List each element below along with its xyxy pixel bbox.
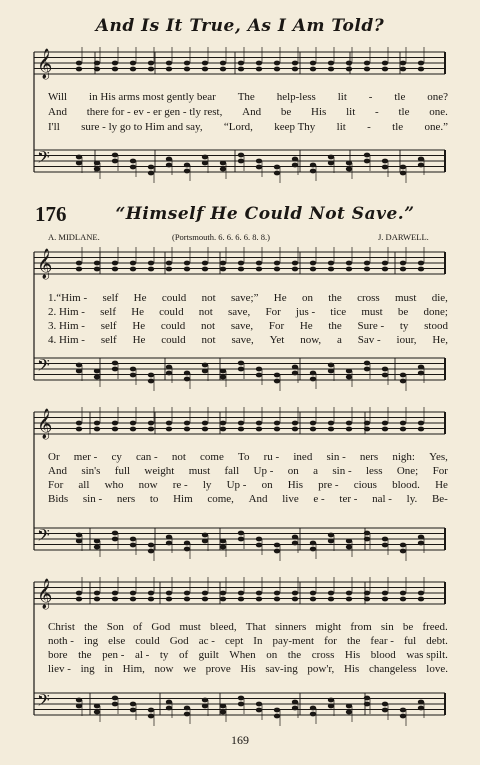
lyric-syllable: lit bbox=[337, 91, 347, 103]
lyric-syllable: love. bbox=[426, 663, 448, 675]
lyric-syllable: tle bbox=[394, 91, 406, 103]
lyric-syllable: the bbox=[287, 649, 302, 661]
lyric-syllable: ty bbox=[159, 649, 169, 661]
lyric-syllable: iour, bbox=[396, 334, 417, 346]
lyric-syllable: cious bbox=[353, 479, 377, 491]
lyric-syllable: cross bbox=[311, 649, 335, 661]
lyric-syllable: And bbox=[242, 106, 262, 118]
lyric-line bbox=[48, 292, 448, 305]
author-credit: A. MIDLANE. bbox=[48, 232, 100, 242]
lyric-syllable: could bbox=[135, 635, 160, 647]
lyric-syllable: now, bbox=[300, 334, 322, 346]
lyric-syllable: save, bbox=[228, 306, 251, 318]
lyric-syllable: In bbox=[253, 635, 263, 647]
lyric-syllable: for bbox=[324, 635, 337, 647]
lyric-syllable: sin bbox=[380, 621, 394, 633]
lyric-syllable: was spilt. bbox=[406, 649, 448, 661]
lyric-syllable: The bbox=[237, 91, 255, 103]
lyric-syllable: freed. bbox=[422, 621, 448, 633]
lyric-syllable: ac - bbox=[198, 635, 215, 647]
lyric-syllable: Christ bbox=[48, 621, 75, 633]
lyric-syllable: One; bbox=[396, 465, 419, 477]
lyric-line bbox=[48, 320, 448, 333]
lyric-syllable: prove bbox=[205, 663, 231, 675]
lyric-syllable: help-less bbox=[276, 91, 316, 103]
lyric-syllable: save, bbox=[231, 334, 254, 346]
lyric-syllable: the bbox=[328, 320, 342, 332]
svg-text:𝄞: 𝄞 bbox=[37, 579, 53, 609]
lyric-syllable: nal - bbox=[372, 493, 392, 505]
lyric-syllable: He bbox=[133, 292, 147, 304]
lyric-syllable: For bbox=[268, 320, 285, 332]
lyric-syllable: - bbox=[367, 121, 371, 133]
lyric-syllable: Him bbox=[173, 493, 193, 505]
lyric-syllable: Be- bbox=[431, 493, 448, 505]
lyric-syllable: pow'r, bbox=[307, 663, 335, 675]
lyric-syllable: He bbox=[132, 334, 146, 346]
lyric-syllable: on bbox=[301, 292, 313, 304]
lyric-syllable: liev - bbox=[48, 663, 71, 675]
lyric-syllable: full bbox=[114, 465, 131, 477]
lyric-syllable: on bbox=[266, 649, 278, 661]
lyric-syllable: not bbox=[198, 306, 213, 318]
tune-meter: (Portsmouth. 6. 6. 6. 6. 8. 8.) bbox=[172, 232, 270, 242]
lyric-syllable: God bbox=[169, 635, 189, 647]
lyric-syllable: lit bbox=[346, 106, 356, 118]
lyric-syllable: Bids bbox=[48, 493, 69, 505]
lyric-syllable: debt. bbox=[426, 635, 448, 647]
lyric-syllable: cross bbox=[357, 292, 380, 304]
lyric-syllable: e - bbox=[313, 493, 325, 505]
lyric-syllable: we bbox=[183, 663, 196, 675]
hymn-number: 176 bbox=[35, 202, 67, 226]
lyric-syllable: ly. bbox=[406, 493, 418, 505]
lyric-syllable: fall bbox=[224, 465, 240, 477]
svg-text:𝄞: 𝄞 bbox=[37, 409, 53, 439]
lyric-syllable: who bbox=[104, 479, 124, 491]
lyric-syllable: keep Thy bbox=[274, 121, 316, 133]
lyric-syllable: He bbox=[131, 306, 145, 318]
lyric-syllable: His bbox=[311, 106, 327, 118]
lyric-line bbox=[48, 106, 448, 119]
svg-text:𝄢: 𝄢 bbox=[37, 355, 50, 379]
lyric-syllable: He bbox=[273, 292, 287, 304]
lyric-syllable: ing bbox=[84, 635, 99, 647]
lyric-syllable: God bbox=[151, 621, 171, 633]
lyric-syllable: Will bbox=[48, 91, 68, 103]
lyric-syllable: ru - bbox=[263, 451, 280, 463]
lyric-syllable: sure - ly go to Him and say, bbox=[81, 121, 203, 133]
lyric-syllable: ter - bbox=[339, 493, 358, 505]
lyric-syllable: tle bbox=[398, 106, 410, 118]
lyric-syllable: one.” bbox=[424, 121, 448, 133]
lyric-syllable: To bbox=[238, 451, 250, 463]
lyric-syllable: a bbox=[313, 465, 318, 477]
lyric-syllable: sinners bbox=[275, 621, 307, 633]
lyric-syllable: the bbox=[346, 635, 361, 647]
lyric-syllable: 1.“Him - bbox=[48, 292, 88, 304]
lyric-syllable: ners bbox=[116, 493, 136, 505]
svg-text:𝄢: 𝄢 bbox=[37, 525, 50, 549]
lyric-syllable: I'll bbox=[48, 121, 60, 133]
lyric-syllable: come bbox=[200, 451, 224, 463]
lyric-line bbox=[48, 91, 448, 104]
svg-text:𝄢: 𝄢 bbox=[37, 147, 50, 171]
lyric-syllable: not bbox=[171, 451, 186, 463]
lyric-syllable: tice bbox=[330, 306, 347, 318]
lyric-syllable: His bbox=[343, 663, 360, 675]
lyric-syllable: done; bbox=[423, 306, 448, 318]
lyric-syllable: His bbox=[344, 649, 361, 661]
lyric-syllable: noth - bbox=[48, 635, 74, 647]
lyric-line bbox=[48, 635, 448, 648]
lyric-syllable: one? bbox=[427, 91, 448, 103]
lyric-syllable: less bbox=[365, 465, 383, 477]
lyric-syllable: sin's bbox=[81, 465, 101, 477]
lyric-syllable: Or bbox=[48, 451, 60, 463]
lyric-syllable: self bbox=[100, 334, 117, 346]
lyric-syllable: fear - bbox=[370, 635, 394, 647]
lyric-syllable: on bbox=[261, 479, 273, 491]
lyric-syllable: sin - bbox=[332, 465, 352, 477]
lyric-syllable: Up - bbox=[253, 465, 274, 477]
composer-credit: J. DARWELL. bbox=[378, 232, 429, 242]
lyric-syllable: must bbox=[361, 306, 383, 318]
lyric-syllable: And bbox=[48, 106, 67, 118]
lyric-syllable: jus - bbox=[295, 306, 316, 318]
lyric-syllable: now bbox=[138, 479, 158, 491]
lyric-syllable: And bbox=[248, 493, 268, 505]
lyric-syllable: be bbox=[402, 621, 414, 633]
lyric-syllable: cy bbox=[111, 451, 122, 463]
lyric-line bbox=[48, 465, 448, 478]
lyric-line bbox=[48, 649, 448, 662]
lyric-syllable: bore bbox=[48, 649, 68, 661]
lyric-syllable: ners bbox=[359, 451, 379, 463]
svg-text:𝄢: 𝄢 bbox=[37, 690, 50, 714]
lyric-syllable: Yet bbox=[269, 334, 285, 346]
lyric-syllable: save;” bbox=[230, 292, 259, 304]
lyric-line bbox=[48, 479, 448, 492]
lyric-syllable: could bbox=[161, 292, 187, 304]
lyric-syllable: tle bbox=[392, 121, 404, 133]
page-number: 169 bbox=[231, 733, 249, 747]
lyric-syllable: pay-ment bbox=[272, 635, 315, 647]
lyric-syllable: bleed, bbox=[210, 621, 237, 633]
lyric-syllable: ty bbox=[399, 320, 409, 332]
lyric-syllable: from bbox=[350, 621, 372, 633]
lyric-syllable: Yes, bbox=[429, 451, 448, 463]
lyric-syllable: He bbox=[132, 320, 146, 332]
lyric-line bbox=[48, 663, 448, 676]
lyric-syllable: ful bbox=[403, 635, 417, 647]
lyric-syllable: lit bbox=[336, 121, 346, 133]
lyric-syllable: re - bbox=[172, 479, 188, 491]
lyric-syllable: - bbox=[375, 106, 379, 118]
lyric-syllable: be bbox=[280, 106, 292, 118]
lyric-syllable: live bbox=[282, 493, 299, 505]
lyric-syllable: weight bbox=[144, 465, 175, 477]
lyric-syllable: one. bbox=[429, 106, 448, 118]
lyric-syllable: in bbox=[104, 663, 113, 675]
lyric-line bbox=[48, 451, 448, 464]
hymn-title: “Himself He Could Not Save.” bbox=[115, 204, 415, 224]
lyric-syllable: else bbox=[108, 635, 126, 647]
lyric-syllable: self bbox=[100, 306, 117, 318]
lyric-line bbox=[48, 334, 448, 347]
lyric-syllable: pre - bbox=[318, 479, 339, 491]
lyric-line bbox=[48, 306, 448, 319]
lyric-syllable: 3. Him - bbox=[48, 320, 85, 332]
lyric-line bbox=[48, 621, 448, 634]
lyric-syllable: His bbox=[240, 663, 256, 675]
lyric-syllable: not bbox=[201, 334, 216, 346]
lyric-syllable: could bbox=[159, 306, 184, 318]
lyric-syllable: not bbox=[201, 292, 216, 304]
lyric-syllable: be bbox=[397, 306, 409, 318]
lyric-syllable: Up - bbox=[226, 479, 247, 491]
lyric-syllable: cept bbox=[224, 635, 244, 647]
lyric-syllable: Son bbox=[106, 621, 124, 633]
lyric-syllable: in His arms most gently bear bbox=[89, 91, 216, 103]
lyric-syllable: For bbox=[265, 306, 281, 318]
lyric-syllable: nigh: bbox=[392, 451, 415, 463]
lyric-syllable: must bbox=[179, 621, 201, 633]
lyric-syllable: He bbox=[435, 479, 448, 491]
lyric-syllable: He, bbox=[432, 334, 448, 346]
lyric-syllable: now bbox=[154, 663, 174, 675]
lyric-syllable: sin - bbox=[326, 451, 346, 463]
lyric-syllable: all bbox=[78, 479, 90, 491]
lyric-syllable: He bbox=[299, 320, 313, 332]
lyric-syllable: not bbox=[201, 320, 216, 332]
lyric-syllable: When bbox=[229, 649, 256, 661]
lyric-syllable: self bbox=[100, 320, 117, 332]
lyric-syllable: the bbox=[84, 621, 98, 633]
lyric-syllable: “Lord, bbox=[223, 121, 253, 133]
lyric-syllable: sin - bbox=[82, 493, 103, 505]
lyric-syllable: Sav - bbox=[357, 334, 381, 346]
lyric-syllable: to bbox=[149, 493, 159, 505]
lyric-syllable: blood bbox=[370, 649, 396, 661]
lyric-syllable: on bbox=[287, 465, 299, 477]
lyric-syllable: al - bbox=[134, 649, 150, 661]
lyric-syllable: there for - ev - er gen - tly rest, bbox=[86, 106, 223, 118]
lyric-syllable: of bbox=[133, 621, 143, 633]
lyric-syllable: pen - bbox=[102, 649, 125, 661]
lyric-syllable: die, bbox=[431, 292, 448, 304]
lyric-syllable: Him, bbox=[122, 663, 145, 675]
lyric-syllable: can - bbox=[135, 451, 158, 463]
lyric-syllable: save, bbox=[230, 320, 254, 332]
lyric-syllable: could bbox=[161, 334, 186, 346]
lyric-syllable: blood. bbox=[392, 479, 420, 491]
lyric-syllable: the bbox=[328, 292, 342, 304]
lyric-syllable: self bbox=[102, 292, 119, 304]
lyric-syllable: changeless bbox=[368, 663, 417, 675]
lyric-syllable: ing bbox=[80, 663, 95, 675]
lyric-syllable: mer - bbox=[73, 451, 98, 463]
lyric-syllable: the bbox=[78, 649, 92, 661]
lyric-syllable: And bbox=[48, 465, 67, 477]
lyric-line bbox=[48, 493, 448, 506]
lyric-syllable: - bbox=[368, 91, 373, 103]
lyric-syllable: might bbox=[315, 621, 342, 633]
lyric-syllable: For bbox=[432, 465, 448, 477]
lyric-syllable: guilt bbox=[198, 649, 219, 661]
lyric-line bbox=[48, 121, 448, 134]
lyric-syllable: could bbox=[160, 320, 186, 332]
lyric-syllable: of bbox=[178, 649, 189, 661]
lyric-syllable: That bbox=[245, 621, 266, 633]
lyric-syllable: must bbox=[395, 292, 417, 304]
lyric-syllable: Sure - bbox=[357, 320, 385, 332]
lyric-syllable: ly bbox=[202, 479, 212, 491]
lyric-syllable: His bbox=[287, 479, 303, 491]
lyric-syllable: sav-ing bbox=[265, 663, 298, 675]
lyric-syllable: come, bbox=[207, 493, 234, 505]
lyric-syllable: stood bbox=[424, 320, 448, 332]
lyric-syllable: must bbox=[188, 465, 211, 477]
lyric-syllable: a bbox=[337, 334, 342, 346]
svg-text:𝄞: 𝄞 bbox=[37, 249, 53, 279]
lyric-syllable: 4. Him - bbox=[48, 334, 85, 346]
lyric-syllable: ined bbox=[293, 451, 313, 463]
svg-text:𝄞: 𝄞 bbox=[37, 49, 53, 79]
lyric-syllable: For bbox=[48, 479, 64, 491]
top-hymn-title: And Is It True, As I Am Told? bbox=[95, 16, 385, 36]
lyric-syllable: 2. Him - bbox=[48, 306, 85, 318]
